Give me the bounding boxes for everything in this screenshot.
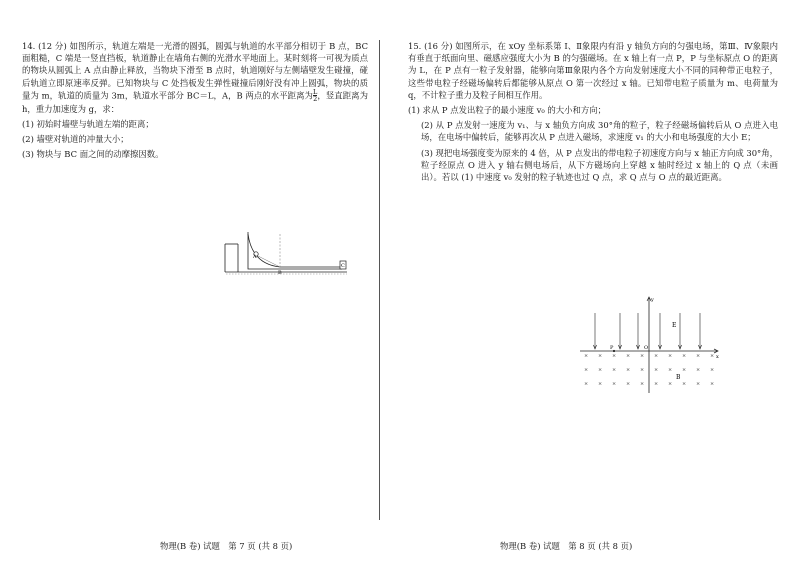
magnetic-cross: ×: [710, 367, 715, 373]
magnetic-cross: ×: [668, 381, 673, 387]
magnetic-cross: ×: [640, 381, 645, 387]
magnetic-cross: ×: [612, 381, 617, 387]
q15-sub1: (1) 求从 P 点发出粒子的最小速度 v₀ 的大小和方向；: [408, 104, 607, 115]
magnetic-cross: ×: [598, 381, 603, 387]
magnetic-cross: ×: [584, 381, 589, 387]
label-b: B: [278, 270, 282, 276]
q15-sub3: (3) 现把电场强度变为原来的 4 倍，从 P 点发出的带电粒子初速度方向与 x 轴正方向成 30°角，粒子经原点 O 进入 y 轴右侧电场后，从下方磁场向上穿越 x 轴时经过 x 轴上的 Q 点（未画出）。若以 (1) 中速度 v₀ 发射的粒子轨迹也过 Q 点，求 Q 点与 O 点的最近距离。: [421, 147, 778, 182]
footer-page-8: 物理(B 卷) 试题 第 8 页 (共 8 页): [500, 541, 633, 551]
magnetic-cross: ×: [668, 367, 673, 373]
magnetic-cross: ×: [710, 353, 715, 359]
magnetic-cross: ×: [654, 381, 659, 387]
magnetic-cross: ×: [654, 353, 659, 359]
electric-field-lines: [593, 313, 701, 349]
q14-sub2: (2) 墙壁对轨道的冲量大小；: [22, 134, 129, 145]
magnetic-cross: ×: [696, 353, 701, 359]
magnetic-cross: ×: [682, 381, 687, 387]
question-15: [408, 40, 778, 186]
question-14: [22, 40, 368, 164]
magnetic-cross: ×: [626, 367, 631, 373]
magnetic-cross: ×: [682, 367, 687, 373]
magnetic-cross: ×: [598, 353, 603, 359]
right-page: [400, 0, 800, 579]
magnetic-cross: ×: [696, 367, 701, 373]
magnetic-cross: ×: [584, 367, 589, 373]
q15-intro: 15. (16 分) 如图所示，在 xOy 坐标系第 Ⅰ、Ⅱ象限内有沿 y 轴负方向的匀强电场，第Ⅲ、Ⅳ象限内有垂直于纸面向里、磁感应强度大小为 B 的匀强磁场。在 x 轴上有一点 P，P 与坐标原点 O 的距离为 L，在 P 点有一粒子发射器，能够向第Ⅲ象限内各个方向发射速度大小不同的同种带正电粒子，这些带电粒子经磁场偏转后都能够从原点 O 第一次经过 x 轴。已知带电粒子质量为 m、电荷量为 q，不计粒子重力及粒子间相互作用。: [408, 41, 778, 100]
label-y-axis: y: [651, 297, 654, 303]
magnetic-cross: ×: [612, 353, 617, 359]
page-divider: [379, 40, 380, 520]
footer-page-7: 物理(B 卷) 试题 第 7 页 (共 8 页): [160, 541, 293, 551]
q14-figure: [222, 230, 352, 280]
magnetic-cross: ×: [668, 353, 673, 359]
magnetic-cross: ×: [682, 353, 687, 359]
magnetic-cross: ×: [640, 367, 645, 373]
magnetic-cross: ×: [696, 381, 701, 387]
magnetic-cross: ×: [640, 353, 645, 359]
q15-figure: [580, 295, 720, 395]
label-p: P: [610, 345, 614, 351]
magnetic-cross: ×: [598, 367, 603, 373]
magnetic-cross: ×: [710, 381, 715, 387]
label-a: A: [253, 254, 257, 260]
magnetic-cross: ×: [612, 367, 617, 373]
q14-sub1: (1) 初始时墙壁与轨道左端的距离；: [22, 118, 154, 129]
label-e: E: [672, 322, 677, 329]
label-b-field: B: [676, 374, 681, 381]
magnetic-cross: ×: [626, 381, 631, 387]
magnetic-cross: ×: [626, 353, 631, 359]
q14-intro: 14. (12 分) 如图所示，轨道左端是一光滑的圆弧，圆弧与轨道的水平部分相切于 B 点，BC 面粗糙，C 端是一竖直挡板，轨道静止在墙角右侧的光滑水平地面上。某时刻将一可视为质点的物块从圆弧上 A 点由静止释放，当物块下滑至 B 点时，轨道刚好与左侧墙壁发生碰撞，碰后轨道立即原速率反弹。已知物块与 C 处挡板发生弹性碰撞后刚好没有冲上圆弧，物块的质量为 m，轨道的质量为 3m，轨道水平部分 BC＝L，A，B 两点的水平距离为 $\frac{L}{2}$ ，竖直距离为 h，重力加速度为 g，求：: [22, 41, 368, 114]
fraction-l-over-2: $\frac{L}{2}$: [313, 87, 318, 104]
label-x-axis: x: [716, 354, 719, 360]
magnetic-cross: ×: [584, 353, 589, 359]
q14-sub3: (3) 物块与 BC 面之间的动摩擦因数。: [22, 149, 164, 160]
magnetic-cross: ×: [654, 367, 659, 373]
q15-sub2: (2) 从 P 点发射一速度为 v₁、与 x 轴负方向成 30°角的粒子，粒子经磁场偏转后从 O 点进入电场，在电场中偏转后，能够再次从 P 点进入磁场，求速度 v₁ 的大小和电场强度的大小 E；: [421, 120, 778, 143]
label-o: O: [644, 345, 649, 351]
label-c: C: [341, 263, 345, 269]
